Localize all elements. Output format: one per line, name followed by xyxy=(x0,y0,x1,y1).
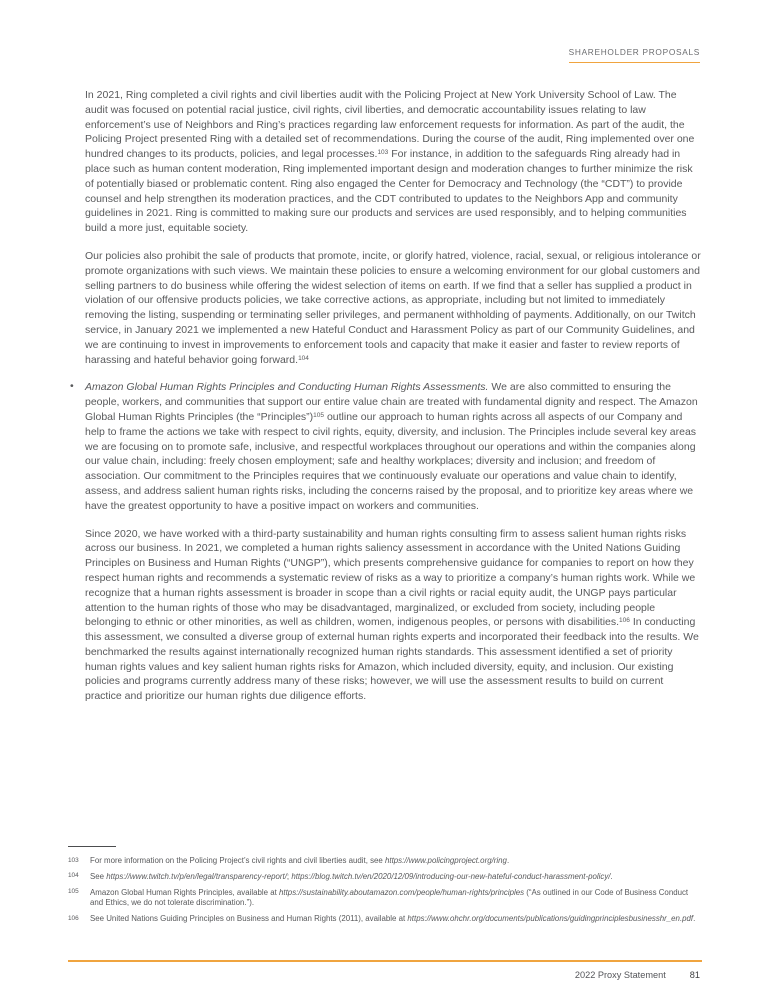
footnote-number: 103 xyxy=(68,856,79,864)
footnote-ref: 103 xyxy=(377,149,389,157)
text-run: ; xyxy=(286,871,292,881)
footnote xyxy=(68,872,702,883)
text-run: See xyxy=(90,871,107,881)
text-run: Since 2020, we have worked with a third-party sustainability and human rights consulting firm to assess salient human rights risks across our business. In 2021, we completed a human rights saliency assessment in accordance with the United Nations Guiding Principles on Business and Human Rights (“UNGP”), which presents comprehensive guidance for companies to report on how they respect human rights and recommends a systematic review of risks as a way to prioritize a company’s human rights work. While we recognize that a human rights assessment is broader in scope than a civil rights or racial equity audit, the UNGP pays particular attention to the human rights of those who may be disadvantaged, marginalized, or excluded from society, including people belonging to ethnic or other minorities, as well as children, women, indigenous peoples, or persons with disabilities. xyxy=(85,527,696,629)
text-run: See United Nations Guiding Principles on Business and Human Rights (2011), available at xyxy=(90,914,408,924)
footnote-text xyxy=(90,872,702,883)
footnote-number: 105 xyxy=(68,888,79,896)
footnote-number: 104 xyxy=(68,872,79,880)
bullet-marker: • xyxy=(70,380,74,393)
footer-accent-rule xyxy=(68,960,702,962)
text-run: . xyxy=(693,914,696,924)
footnote-text xyxy=(90,888,702,910)
footnote-ref: 106 xyxy=(619,617,630,625)
emphasis-text: https://www.ohchr.org/documents/publications/guidingprinciplesbusinesshr_en.pdf xyxy=(407,914,694,924)
text-run: . xyxy=(610,871,613,881)
paragraph xyxy=(85,88,701,236)
footnote xyxy=(68,856,702,867)
footnote-ref: 104 xyxy=(298,354,309,362)
footnotes-list xyxy=(68,856,702,930)
footnote-text xyxy=(90,856,702,867)
emphasis-text: Amazon Global Human Rights Principles and Conducting Human Rights Assessments. xyxy=(85,381,489,394)
emphasis-text: https://www.policingproject.org/ring xyxy=(385,856,507,865)
body-content xyxy=(70,88,701,717)
footer-label: 2022 Proxy Statement xyxy=(574,970,666,980)
text-run: Amazon Global Human Rights Principles, available at xyxy=(90,887,280,897)
page-number: 81 xyxy=(689,970,700,980)
footnote xyxy=(68,914,702,925)
text-run: We are also committed to ensuring the people, workers, and communities that support our entire value chain are treated with fundamental dignity and respect. The Amazon Global Human Rights Principles (the “Principles”) xyxy=(85,381,698,423)
text-run: For more information on the Policing Project’s civil rights and civil liberties audit, see xyxy=(90,856,386,865)
text-run: In conducting this assessment, we consulted a diverse group of external human rights experts and incorporated their feedback into the results. We benchmarked the results against internationally recognized human rights standards. This assessment identified a set of priority human rights values and key salient human rights risks for Amazon, which included diversity, equity, and inclusion. Our existing policies and programs currently address many of these risks; however, we will use the assessment results to build on current practice and prioritize our human rights due diligence efforts. xyxy=(85,616,699,703)
footnote-text xyxy=(90,914,702,925)
text-run: For instance, in addition to the safeguards Ring already had in place such as human content moderation, Ring implemented important design and moderation changes to further minimize the risk of potentially biased or problematic content. Ring also engaged the Center for Democracy and Technology (the “CDT”) to provide counsel and help strengthen its moderation practices, and the CDT contributed to updates to the Neighbors App and community guidelines in 2021. Ring is committed to making sure our products and services are used responsibly, and to helping communities build a more just, equitable society. xyxy=(85,148,693,235)
footer-text xyxy=(575,970,700,980)
footnote-number: 106 xyxy=(68,914,79,922)
paragraph xyxy=(85,527,701,705)
footnote-divider xyxy=(68,846,116,847)
text-run: . xyxy=(506,856,510,865)
text-run: Our policies also prohibit the sale of products that promote, incite, or glorify hatred, violence, racial, sexual, or religious intolerance or promote organizations with such views. We maintain these policies to ensure a welcoming environment for our global customers and selling partners to do business while offering the widest selection of items on earth. If we find that a seller has supplied a product in violation of our offensive products policies, we take corrective actions, as appropriate, including but not limited to immediately removing the listing, suspending or terminating seller privileges, and permanent withholding of payments. Additionally, on our Twitch service, in January 2021 we implemented a new Hateful Conduct and Harassment Policy as part of our Community Guidelines, and we are continuing to invest in improvements to enforcement tools and capacity that make it easier and faster to review reports of harassing and hateful behavior going forward. xyxy=(85,249,701,366)
text-run: In 2021, Ring completed a civil rights and civil liberties audit with the Policing Project at New York University School of Law. The audit was focused on potential racial justice, civil rights, civil liberties, and democratic accountability issues relating to law enforcement’s use of Neighbors and Ring’s practices regarding law enforcement requests for information. As part of the audit, the Policing Project presented Ring with a detailed set of recommendations. During the course of the audit, Ring implemented over one hundred changes to its products, policies, and legal processes. xyxy=(85,89,695,161)
running-header-title: SHAREHOLDER PROPOSALS xyxy=(569,47,700,63)
page-header xyxy=(569,47,700,63)
footnote xyxy=(68,888,702,910)
emphasis-text: https://www.twitch.tv/p/en/legal/transparency-report/ xyxy=(106,871,287,881)
emphasis-text: https://blog.twitch.tv/en/2020/12/09/introducing-our-new-hateful-conduct-harassment-policy/ xyxy=(291,871,611,881)
text-run: outline our approach to human rights across all aspects of our Company and help to frame the actions we take with respect to civil rights, equity, diversity, and inclusion. The Principles include several key areas we are focusing on to promote safe, inclusive, and respectful workplaces throughout our operations and within the companies along our value chain, including: freely chosen employment; safe and healthy workplaces; diversity and inclusion; and freedom of association. Our commitment to the Principles requires that we continuously evaluate our operations and value chain to identify, assess, and address salient human rights risks, including the concerns raised by the proposal, and to prioritize key areas where we have the greatest opportunity to have a positive impact on workers and communities. xyxy=(85,410,697,512)
emphasis-text: https://sustainability.aboutamazon.com/people/human-rights/principles xyxy=(279,887,525,897)
paragraph xyxy=(85,249,701,367)
bullet-paragraph xyxy=(70,380,701,513)
text-run: (“As outlined in our Code of Business Conduct and Ethics, we do not tolerate discrimination.”). xyxy=(90,887,689,908)
footnote-ref: 105 xyxy=(313,412,325,420)
